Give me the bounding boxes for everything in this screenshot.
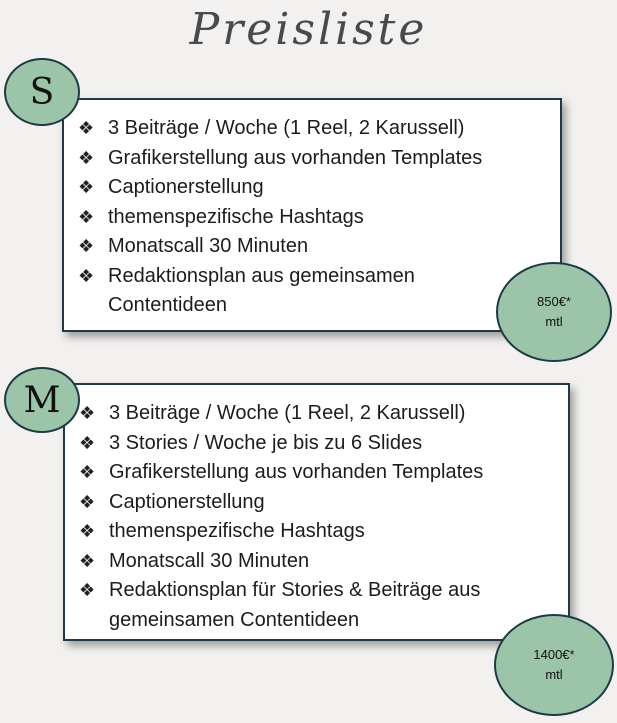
list-item: ❖ themenspezifische Hashtags	[79, 517, 483, 547]
diamond-bullet-icon: ❖	[78, 147, 95, 168]
price-value: 850€*	[537, 294, 571, 309]
list-item: ❖ Redaktionsplan aus gemeinsamen	[78, 262, 482, 292]
list-item: ❖ Grafikerstellung aus vorhanden Templates	[79, 458, 483, 488]
list-item: ❖ themenspezifische Hashtags	[78, 203, 482, 233]
diamond-bullet-icon: ❖	[79, 550, 96, 571]
list-item: ❖ Captionerstellung	[78, 173, 482, 203]
list-item: ❖ 3 Stories / Woche je bis zu 6 Slides	[79, 429, 483, 459]
diamond-bullet-icon: ❖	[79, 403, 96, 423]
page-title: Preisliste	[189, 4, 428, 55]
diamond-bullet-icon: ❖	[78, 265, 95, 286]
diamond-bullet-icon: ❖	[79, 432, 96, 453]
package-s-badge: S	[4, 58, 80, 126]
list-item: ❖ Captionerstellung	[79, 488, 483, 518]
diamond-bullet-icon: ❖	[78, 236, 95, 256]
package-s-feature-list	[78, 114, 482, 321]
package-m-card	[63, 383, 570, 641]
price-period: mtl	[545, 314, 563, 329]
list-item: ❖ 3 Beiträge / Woche (1 Reel, 2 Karussell)	[78, 114, 482, 144]
price-period: mtl	[545, 667, 563, 682]
package-s-card	[62, 98, 562, 332]
list-item: ❖ Monatscall 30 Minuten	[79, 547, 483, 577]
diamond-bullet-icon: ❖	[78, 177, 95, 197]
package-m-feature-list	[79, 399, 483, 635]
list-item-continuation: Contentideen	[108, 294, 227, 316]
package-m-badge: M	[4, 367, 80, 433]
list-item: ❖ 3 Beiträge / Woche (1 Reel, 2 Karussell)	[79, 399, 483, 429]
diamond-bullet-icon: ❖	[79, 580, 96, 600]
list-item: ❖ Grafikerstellung aus vorhanden Templates	[78, 144, 482, 174]
diamond-bullet-icon: ❖	[79, 462, 96, 482]
diamond-bullet-icon: ❖	[78, 206, 95, 227]
price-value: 1400€*	[533, 647, 575, 662]
list-item: ❖ Redaktionsplan für Stories & Beiträge aus	[79, 576, 483, 606]
package-s-price-badge	[496, 262, 612, 362]
list-item: ❖ Monatscall 30 Minuten	[78, 232, 482, 262]
diamond-bullet-icon: ❖	[79, 521, 96, 541]
package-m-price-badge	[494, 614, 614, 716]
diamond-bullet-icon: ❖	[79, 491, 96, 512]
diamond-bullet-icon: ❖	[78, 118, 95, 138]
list-item-continuation: gemeinsamen Contentideen	[109, 608, 360, 631]
